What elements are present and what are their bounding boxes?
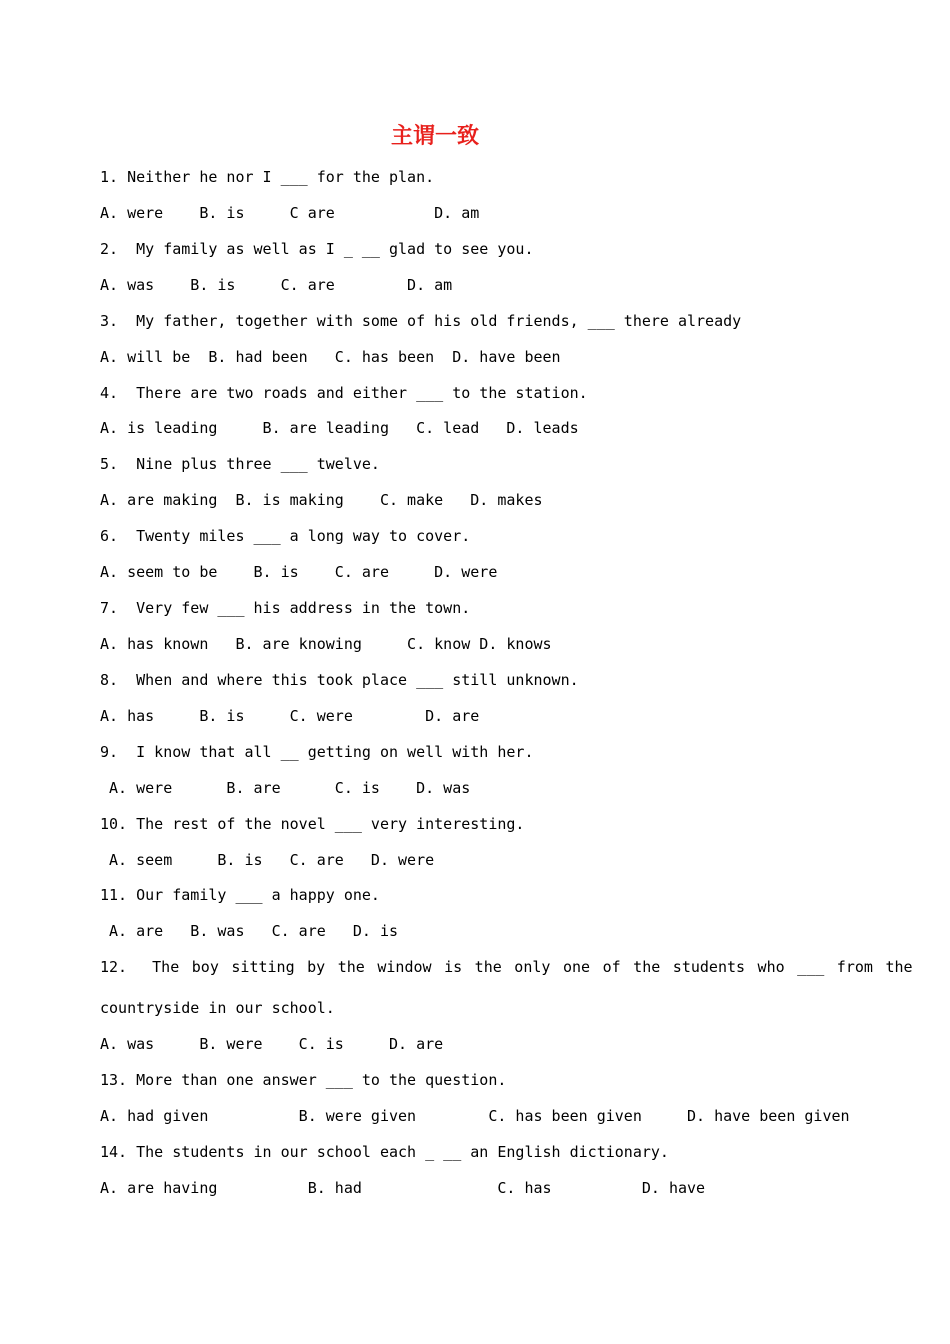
question-3: 3. My father, together with some of his old friends, ___ there already	[100, 312, 742, 330]
question-7: 7. Very few ___ his address in the town.	[100, 599, 471, 617]
options-4: A. is leading B. are leading C. lead D. leads	[100, 419, 579, 437]
question-12: 12. The boy sitting by the window is the only one of the students who ___ from the	[100, 958, 913, 976]
question-6: 6. Twenty miles ___ a long way to cover.	[100, 527, 471, 545]
question-10: 10. The rest of the novel ___ very interesting.	[100, 815, 525, 833]
options-1: A. were B. is C are D. am	[100, 204, 480, 222]
options-12: A. was B. were C. is D. are	[100, 1035, 444, 1053]
options-10: A. seem B. is C. are D. were	[100, 851, 435, 869]
question-9: 9. I know that all __ getting on well with her.	[100, 743, 534, 761]
options-7: A. has known B. are knowing C. know D. knows	[100, 635, 552, 653]
question-4: 4. There are two roads and either ___ to the station.	[100, 384, 588, 402]
options-9: A. were B. are C. is D. was	[100, 779, 471, 797]
options-2: A. was B. is C. are D. am	[100, 276, 453, 294]
question-1: 1. Neither he nor I ___ for the plan.	[100, 168, 435, 186]
question-14: 14. The students in our school each _ __ an English dictionary.	[100, 1143, 669, 1161]
question-11: 11. Our family ___ a happy one.	[100, 886, 380, 904]
question-13: 13. More than one answer ___ to the question.	[100, 1071, 507, 1089]
options-14: A. are having B. had C. has D. have	[100, 1179, 706, 1197]
question-8: 8. When and where this took place ___ still unknown.	[100, 671, 579, 689]
options-6: A. seem to be B. is C. are D. were	[100, 563, 498, 581]
options-5: A. are making B. is making C. make D. makes	[100, 491, 543, 509]
options-8: A. has B. is C. were D. are	[100, 707, 480, 725]
question-2: 2. My family as well as I _ __ glad to see you.	[100, 240, 534, 258]
page-title: 主谓一致	[390, 124, 479, 149]
options-11: A. are B. was C. are D. is	[100, 922, 399, 940]
options-13: A. had given B. were given C. has been given D. have been given	[100, 1107, 850, 1125]
question-5: 5. Nine plus three ___ twelve.	[100, 455, 380, 473]
options-3: A. will be B. had been C. has been D. have been	[100, 348, 561, 366]
question-12-continued: countryside in our school.	[100, 999, 335, 1017]
